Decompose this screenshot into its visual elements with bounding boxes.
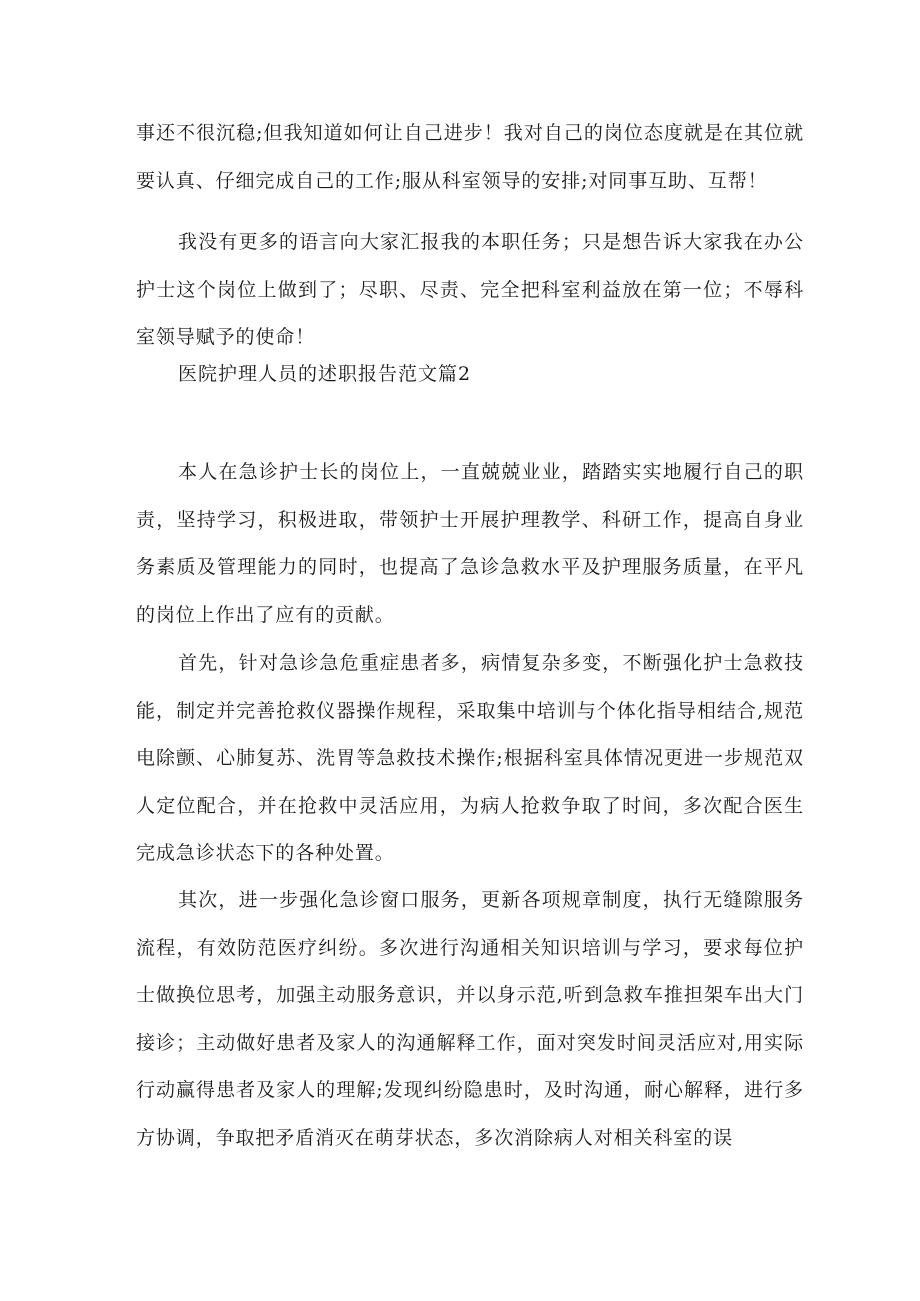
paragraph-continuation: 事还不很沉稳;但我知道如何让自己进步！我对自己的岗位态度就是在其位就要认真、仔细完成自己的工作;服从科室领导的安排;对同事互助、互帮！: [136, 122, 804, 192]
paragraph-first: 首先，针对急诊急危重症患者多，病情复杂多变，不断强化护士急救技能，制定并完善抢救仪器操作规程，采取集中培训与个体化指导相结合,规范电除颤、心肺复苏、洗胃等急救技术操作;根据科室具体情况更进一步规范双人定位配合，并在抢救中灵活应用，为病人抢救争取了时间，多次配合医生完成急诊状态下的各种处置。: [136, 652, 804, 864]
paragraph-intro: 本人在急诊护士长的岗位上，一直兢兢业业，踏踏实实地履行自己的职责，坚持学习，积极进取，带领护士开展护理教学、科研工作，提高自身业务素质及管理能力的同时，也提高了急诊急救水平及护理服务质量，在平凡的岗位上作出了应有的贡献。: [136, 461, 804, 626]
section-title: 医院护理人员的述职报告范文篇2: [178, 363, 472, 385]
paragraph-summary: 我没有更多的语言向大家汇报我的本职任务；只是想告诉大家我在办公护士这个岗位上做到了；尽职、尽责、完全把科室利益放在第一位；不辱科室领导赋予的使命！: [136, 231, 804, 348]
paragraph-second: 其次，进一步强化急诊窗口服务，更新各项规章制度，执行无缝隙服务流程，有效防范医疗纠纷。多次进行沟通相关知识培训与学习，要求每位护士做换位思考，加强主动服务意识，并以身示范,听到急救车推担架车出大门接诊；主动做好患者及家人的沟通解释工作，面对突发时间灵活应对,用实际行动赢得患者及家人的理解;发现纠纷隐患时，及时沟通，耐心解释，进行多方协调，争取把矛盾消灭在萌芽状态，多次消除病人对相关科室的误: [136, 889, 804, 1149]
